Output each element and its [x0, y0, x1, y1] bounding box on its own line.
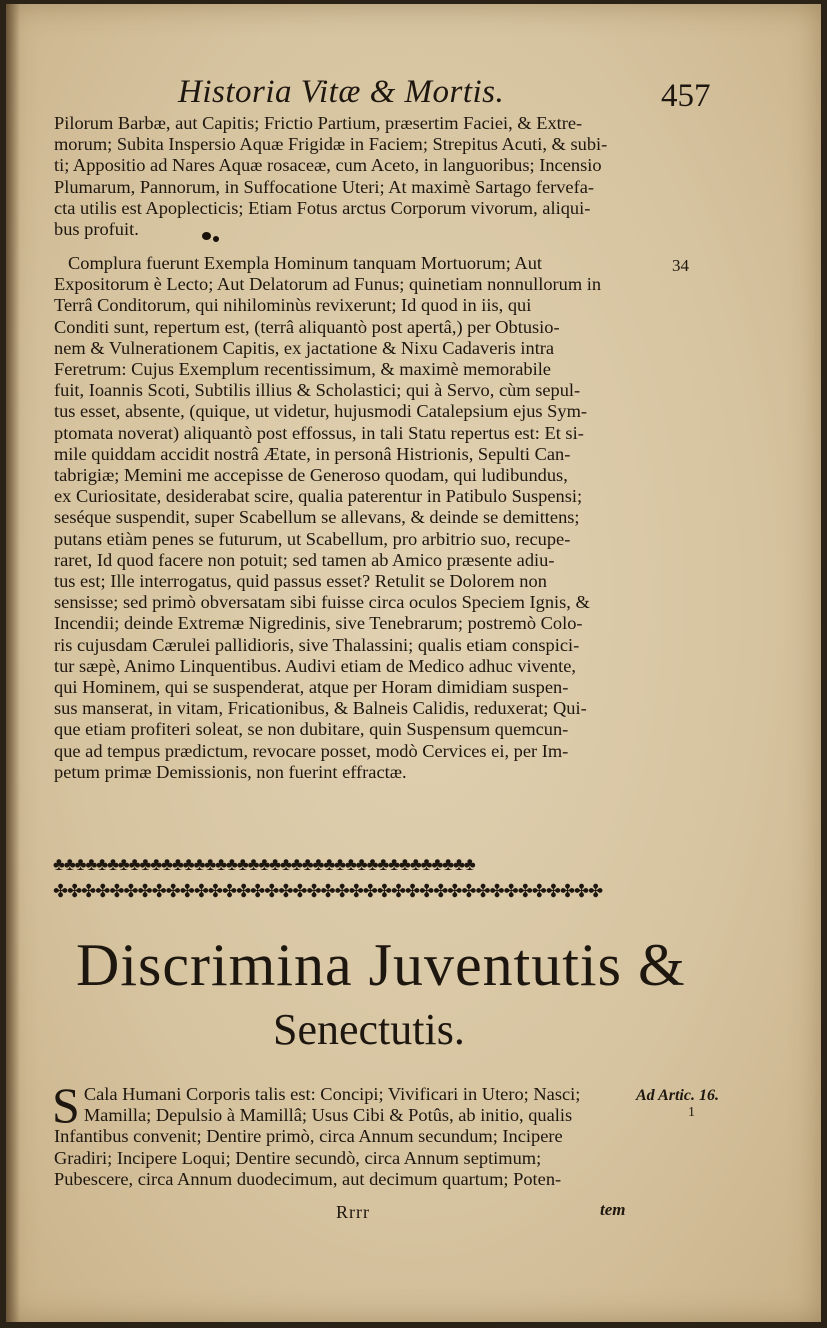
margin-note-1: 1	[688, 1105, 695, 1120]
text-line: bus profuit.	[54, 219, 139, 240]
text-line: Plumarum, Pannorum, in Suffocatione Uteri; At maximè Sartago fervefa-	[54, 176, 595, 197]
text-line: putans etiàm penes se futurum, ut Scabellum, pro arbitrio suo, recupe-	[54, 528, 571, 549]
text-line: que ad tempus prædictum, revocare posset, modò Cervices ei, per Im-	[54, 740, 569, 761]
page-gutter-shadow	[6, 4, 20, 1322]
margin-note-34: 34	[672, 256, 689, 275]
text-line: raret, Id quod facere non potuit; sed tamen ab Amico præsente adiu-	[54, 549, 555, 570]
margin-note-artic: Ad Artic. 16.	[636, 1087, 719, 1104]
paragraph-3	[52, 1077, 641, 1190]
text-line: tus est; Ille interrogatus, quid passus esset? Retulit se Dolorem non	[54, 571, 547, 592]
text-line: sensisse; sed primò obversatam sibi fuisse circa oculos Speciem Ignis, &	[54, 592, 590, 613]
text-line: Pilorum Barbæ, aut Capitis; Frictio Partium, præsertim Faciei, & Extre-	[54, 113, 583, 133]
text-line: sus manserat, in vitam, Fricationibus, & Balneis Calidis, reduxerat; Qui-	[54, 698, 587, 719]
text-line: Complura fuerunt Exempla Hominum tanquam Mortuorum; Aut	[68, 253, 542, 273]
ink-blot-2	[213, 236, 219, 242]
text-line: fuit, Ioannis Scoti, Subtilis illius & Scholastici; qui à Servo, cùm sepul-	[54, 380, 581, 401]
text-line: Infantibus convenit; Dentire primò, circa Annum secundum; Incipere	[54, 1126, 563, 1147]
paragraph-1	[54, 113, 641, 240]
text-line: nem & Vulnerationem Capitis, ex jactatione & Nixu Cadaveris intra	[54, 337, 555, 358]
text-line: qui Hominem, qui se suspenderat, atque per Horam dimidiam suspen-	[54, 677, 569, 698]
text-line: ptomata noverat) aliquantò post effossus, in tali Statu repertus est: Et si-	[54, 422, 584, 443]
text-line: ris cujusdam Cærulei pallidioris, sive Thalassini; qualis etiam conspici-	[54, 634, 580, 655]
text-line: que etiam profiteri soleat, se non dubitare, quin Suspensum quemcun-	[54, 719, 569, 740]
text-line: tur sæpè, Animo Linquentibus. Audivi etiam de Medico adhuc vivente,	[54, 655, 577, 676]
section-subtitle: Senectutis.	[273, 1005, 465, 1054]
text-line: mile quiddam accidit nostrâ Ætate, in personâ Histrionis, Sepulti Can-	[54, 443, 571, 464]
text-line: ex Curiositate, desiderabat scire, qualia paterentur in Patibulo Suspensi;	[54, 486, 583, 507]
text-line: seséque suspendit, super Scabellum se allevans, & deinde se demittens;	[54, 507, 580, 528]
text-line: petum primæ Demissionis, non fuerint effractæ.	[54, 761, 407, 782]
paragraph-2	[54, 253, 641, 783]
text-line: Pubescere, circa Annum duodecimum, aut decimum quartum; Poten-	[54, 1168, 562, 1189]
ornament-band-top: ♣♣♣♣♣♣♣♣♣♣♣♣♣♣♣♣♣♣♣♣♣♣♣♣♣♣♣♣♣♣♣♣♣♣♣♣♣♣♣	[53, 854, 475, 874]
text-line: Cala Humani Corporis talis est: Concipi; Vivificari in Utero; Nasci;	[83, 1084, 581, 1104]
text-line: Expositorum è Lecto; Aut Delatorum ad Funus; quinetiam nonnullorum in	[54, 274, 602, 295]
text-line: Gradiri; Incipere Loqui; Dentire secundò, circa Annum septimum;	[54, 1147, 542, 1168]
text-line: tabrigiæ; Memini me accepisse de Generoso quodam, qui ludibundus,	[54, 465, 568, 486]
text-line: Conditi sunt, repertum est, (terrâ aliquantò post apertâ,) per Obtusio-	[54, 316, 560, 337]
ink-blot-1	[202, 232, 211, 240]
text-line: morum; Subita Inspersio Aquæ Frigidæ in Faciem; Strepitus Acuti, & subi-	[54, 134, 608, 155]
text-line: Mamilla; Depulsio à Mamillâ; Usus Cibi & Potûs, ab initio, qualis	[83, 1105, 573, 1126]
section-title: Discrimina Juventutis &	[76, 932, 686, 998]
text-line: Terrâ Conditorum, qui nihilominùs revixerunt; Id quod in iis, qui	[54, 295, 532, 316]
drop-cap: S	[52, 1077, 80, 1133]
paragraph-3-lines	[52, 1077, 641, 1190]
text-line: ti; Appositio ad Nares Aquæ rosaceæ, cum Aceto, in languoribus; Incensio	[54, 155, 602, 176]
book-page	[6, 4, 821, 1322]
signature-mark: Rrrr	[336, 1202, 370, 1222]
ornament-band-bottom: ✤✤✤✤✤✤✤✤✤✤✤✤✤✤✤✤✤✤✤✤✤✤✤✤✤✤✤✤✤✤✤✤✤✤✤✤✤✤✤	[53, 881, 603, 901]
text-line: tus esset, absente, (quique, ut videtur, hujusmodi Catalepsium ejus Sym-	[54, 401, 588, 422]
text-line: Incendii; deinde Extremæ Nigredinis, sive Tenebrarum; postremò Colo-	[54, 613, 583, 634]
text-line: Feretrum: Cujus Exemplum recentissimum, & maximè memorabile	[54, 359, 551, 380]
text-line: cta utilis est Apoplecticis; Etiam Fotus arctus Corporum vivorum, aliqui-	[54, 197, 591, 218]
running-head: Historia Vitæ & Mortis.	[178, 74, 505, 110]
page-number: 457	[661, 78, 711, 114]
catchword: tem	[600, 1200, 626, 1219]
